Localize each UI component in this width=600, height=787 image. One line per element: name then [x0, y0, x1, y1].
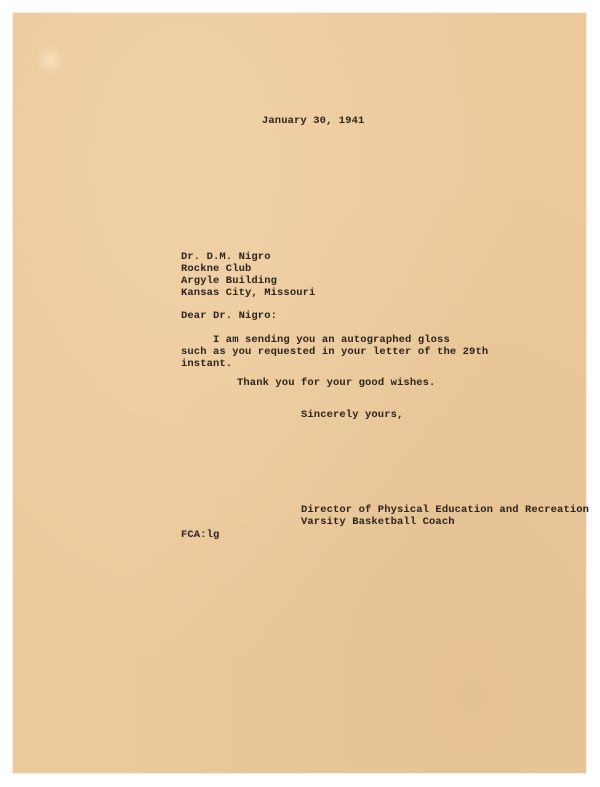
signature-title-line-1: Director of Physical Education and Recreation	[301, 504, 590, 516]
body-line-1: I am sending you an autographed gloss	[181, 334, 450, 346]
letter-date: January 30, 1941	[262, 115, 365, 127]
recipient-building: Argyle Building	[181, 275, 278, 287]
body-line-3: instant.	[181, 358, 233, 370]
reference-initials: FCA:lg	[181, 529, 220, 541]
recipient-name: Dr. D.M. Nigro	[181, 251, 271, 263]
salutation: Dear Dr. Nigro:	[181, 310, 278, 322]
body-line-2: such as you requested in your letter of the 29th	[181, 346, 489, 358]
thanks-line: Thank you for your good wishes.	[237, 377, 436, 389]
letter-page	[13, 13, 586, 773]
paper-smudge	[35, 45, 65, 75]
signature-title-line-2: Varsity Basketball Coach	[301, 516, 455, 528]
recipient-city: Kansas City, Missouri	[181, 287, 316, 299]
recipient-organization: Rockne Club	[181, 263, 252, 275]
closing: Sincerely yours,	[301, 409, 404, 421]
